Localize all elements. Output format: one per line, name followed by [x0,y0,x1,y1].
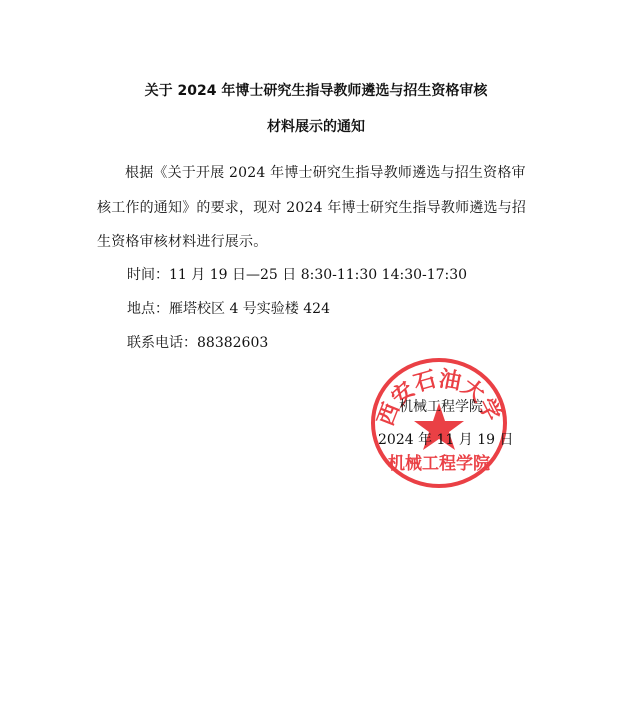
svg-text:机械工程学院: 机械工程学院 [388,454,490,474]
signature-date: 2024 年 11 月 19 日 [378,432,514,448]
title-line-2: 材料展示的通知 [267,119,365,135]
title-line-1: 关于 2024 年博士研究生指导教师遴选与招生资格审核 [144,83,488,99]
svg-text:西安石油大学: 西安石油大学 [373,366,505,430]
signature-org: 机械工程学院 [399,399,483,415]
location-line: 地点：雁塔校区 4 号实验楼 424 [127,301,330,317]
time-line: 时间：11 月 19 日—25 日 8:30-11:30 14:30-17:30 [127,267,468,283]
official-seal-icon [366,351,512,491]
phone-line: 联系电话：88382603 [127,335,269,351]
body-paragraph: 根据《关于开展 2024 年博士研究生指导教师遴选与招生资格审核工作的通知》的要求，现对 2024 年博士研究生指导教师遴选与招生资格审核材料进行展示。 [97,165,527,250]
